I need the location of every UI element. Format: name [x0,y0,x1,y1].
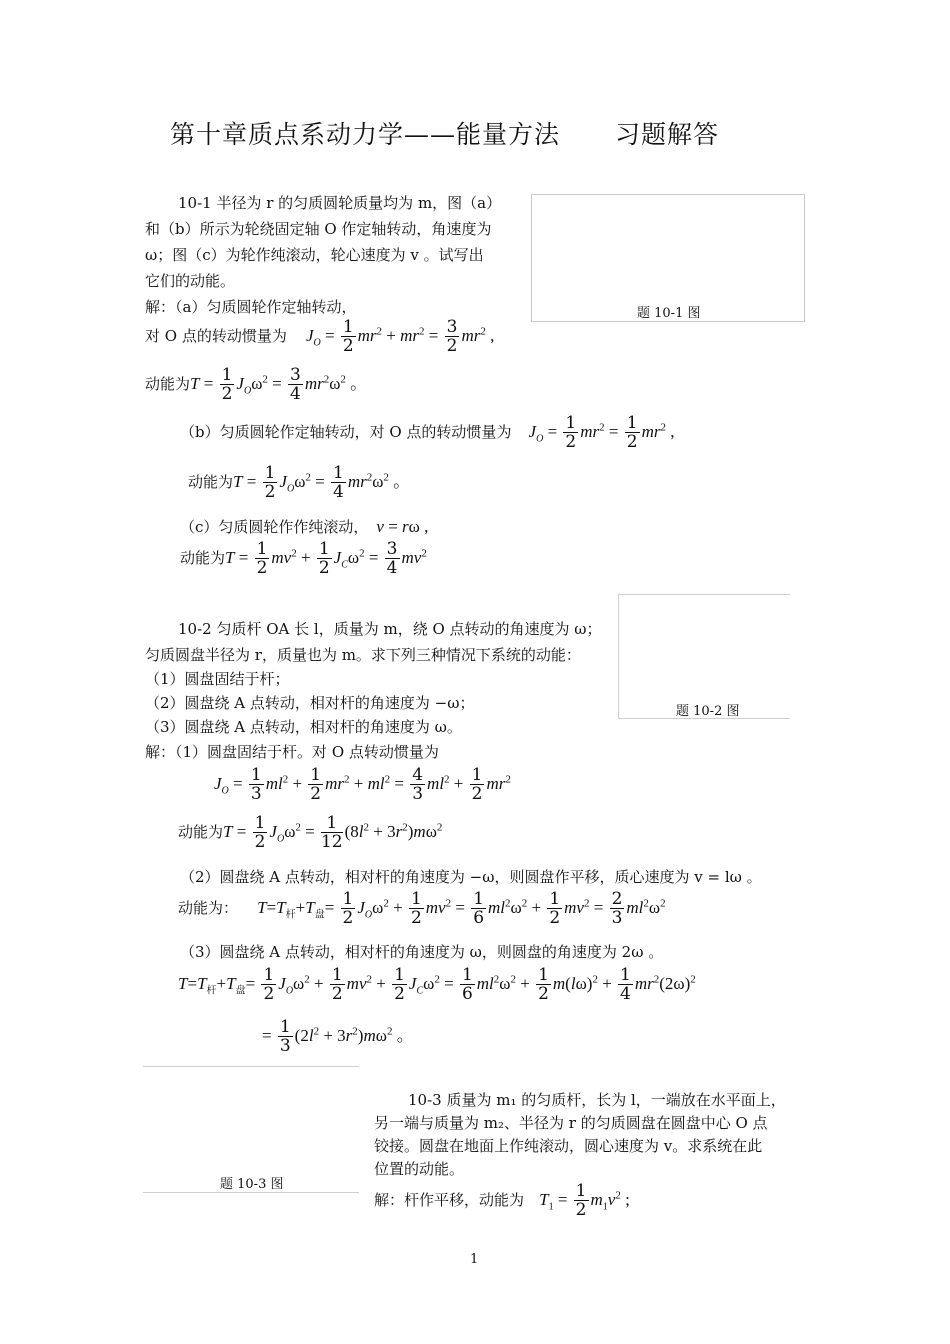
figure-10-2-top-rule [618,594,790,595]
figure-10-2-left-rule [618,594,619,718]
title-suffix: 习题解答 [615,120,720,149]
p2-case-2: （2）圆盘绕 A 点转动，相对杆的角速度为 −ω，则圆盘作平移，质心速度为 v = lω 。 [180,868,762,886]
p1-line-4: 它们的动能。 [145,272,236,290]
eq-1c-kinetic: 动能为T = $\frac{1}{2}$ $mv^2$ + $\frac{1}{2}$ $J_C\omega^2$ = $\frac{3}{4}$ $mv^2$ [180,539,427,578]
p2-case-3: （3）圆盘绕 A 点转动，相对杆的角速度为 ω，则圆盘的角速度为 2ω 。 [180,943,664,961]
page-title [170,115,719,151]
p2-line-3: （1）圆盘固结于杆； [145,670,290,688]
figure-10-2-caption: 题 10-2 图 [676,704,740,719]
figure-10-3-top-rule [143,1066,359,1067]
figure-10-1-caption: 题 10-1 图 [637,306,701,321]
p2-line-6: 解：（1）圆盘固结于杆。对 O 点转动惯量为 [145,743,439,761]
eq-1a-kinetic: 动能为T = $\frac{1}{2}$ $J_O\omega^2$ = $\frac{3}{4}$ $mr^2\omega^2$ 。 [145,365,368,404]
p3-line-2: 另一端与质量为 m₂、半径为 r 的匀质圆盘在圆盘中心 O 点 [374,1114,768,1132]
eq-2-3-kinetic: $T=T_杆+T_盘=$ $\frac{1}{2}$ $J_O\omega^2$ + $\frac{1}{2}$ $mv^2$ + $\frac{1}{2}$ $J_C\omega^2$ = $\frac{1}{6}$ $ml^2\omega^2$ + $\frac{1}{2}$ $m(l\omega)^2$ + $\frac{1}{4}$ $mr^2(2\omega)^2$ [178,965,696,1004]
title-main: 第十章质点系动力学——能量方法 [170,120,561,149]
p2-line-5: （3）圆盘绕 A 点转动，相对杆的角速度为 ω。 [145,718,462,736]
eq-1a-inertia: 对 O 点的转动惯量为 $J_O$ = $\frac{1}{2}$ $mr^2 + mr^2$ = $\frac{3}{2}$ $mr^2$ , [145,317,495,356]
p1-line-2: 和（b）所示为轮绕固定轴 O 作定轴转动，角速度为 [145,220,492,238]
p1-line-3: ω；图（c）为轮作纯滚动，轮心速度为 v 。试写出 [145,246,484,264]
eq-3-rod-kinetic: 解：杆作平移，动能为 $T_1$ = $\frac{1}{2}$ $m_1v^2$ ; [374,1181,630,1220]
p1-line-1: 10-1 半径为 r 的匀质圆轮质量均为 m，图（a） [178,194,502,212]
p2-line-2: 匀质圆盘半径为 r，质量也为 m。求下列三种情况下系统的动能： [145,646,581,664]
p3-line-3: 铰接。圆盘在地面上作纯滚动，圆心速度为 v。求系统在此 [374,1137,763,1155]
p1-line-5: 解：（a）匀质圆轮作定轴转动， [145,298,357,316]
eq-2-1-kinetic: 动能为T = $\frac{1}{2}$ $J_O\omega^2$ = $\frac{1}{12}$ $(8l^2 + 3r^2)m\omega^2$ [178,813,443,852]
eq-1b-inertia: （b）匀质圆轮作定轴转动，对 O 点的转动惯量为 $J_O$ = $\frac{1}{2}$ $mr^2$ = $\frac{1}{2}$ $mr^2$ , [180,413,675,452]
page-number: 1 [470,1252,479,1267]
eq-2-2-kinetic: 动能为： $T=T_杆+T_盘=$ $\frac{1}{2}$ $J_O\omega^2$ + $\frac{1}{2}$ $mv^2$ = $\frac{1}{6}$ $ml^2\omega^2$ + $\frac{1}{2}$ $mv^2$ = $\frac{2}{3}$ $ml^2\omega^2$ [178,889,666,928]
figure-10-3-bottom-rule [143,1192,359,1193]
eq-1c-condition: （c）匀质圆轮作作纯滚动， v = rω , [180,517,429,536]
p3-line-1: 10-3 质量为 m₁ 的匀质杆，长为 l，一端放在水平面上， [408,1091,786,1109]
eq-2-1-inertia: $J_O$ = $\frac{1}{3}$ $ml^2$ + $\frac{1}{2}$ $mr^2 + ml^2$ = $\frac{4}{3}$ $ml^2$ + $\frac{1}{2}$ $mr^2$ [214,765,511,804]
p3-line-4: 位置的动能。 [374,1160,465,1178]
eq-1b-kinetic: 动能为T = $\frac{1}{2}$ $J_O\omega^2$ = $\frac{1}{4}$ $mr^2\omega^2$ 。 [188,463,411,502]
p2-line-4: （2）圆盘绕 A 点转动，相对杆的角速度为 −ω； [145,694,475,712]
eq-2-3-result: = $\frac{1}{3}$ $(2l^2 + 3r^2)m\omega^2$ 。 [262,1017,414,1056]
figure-10-3-caption: 题 10-3 图 [220,1177,284,1192]
p2-line-1: 10-2 匀质杆 OA 长 l，质量为 m，绕 O 点转动的角速度为 ω； [178,620,602,638]
